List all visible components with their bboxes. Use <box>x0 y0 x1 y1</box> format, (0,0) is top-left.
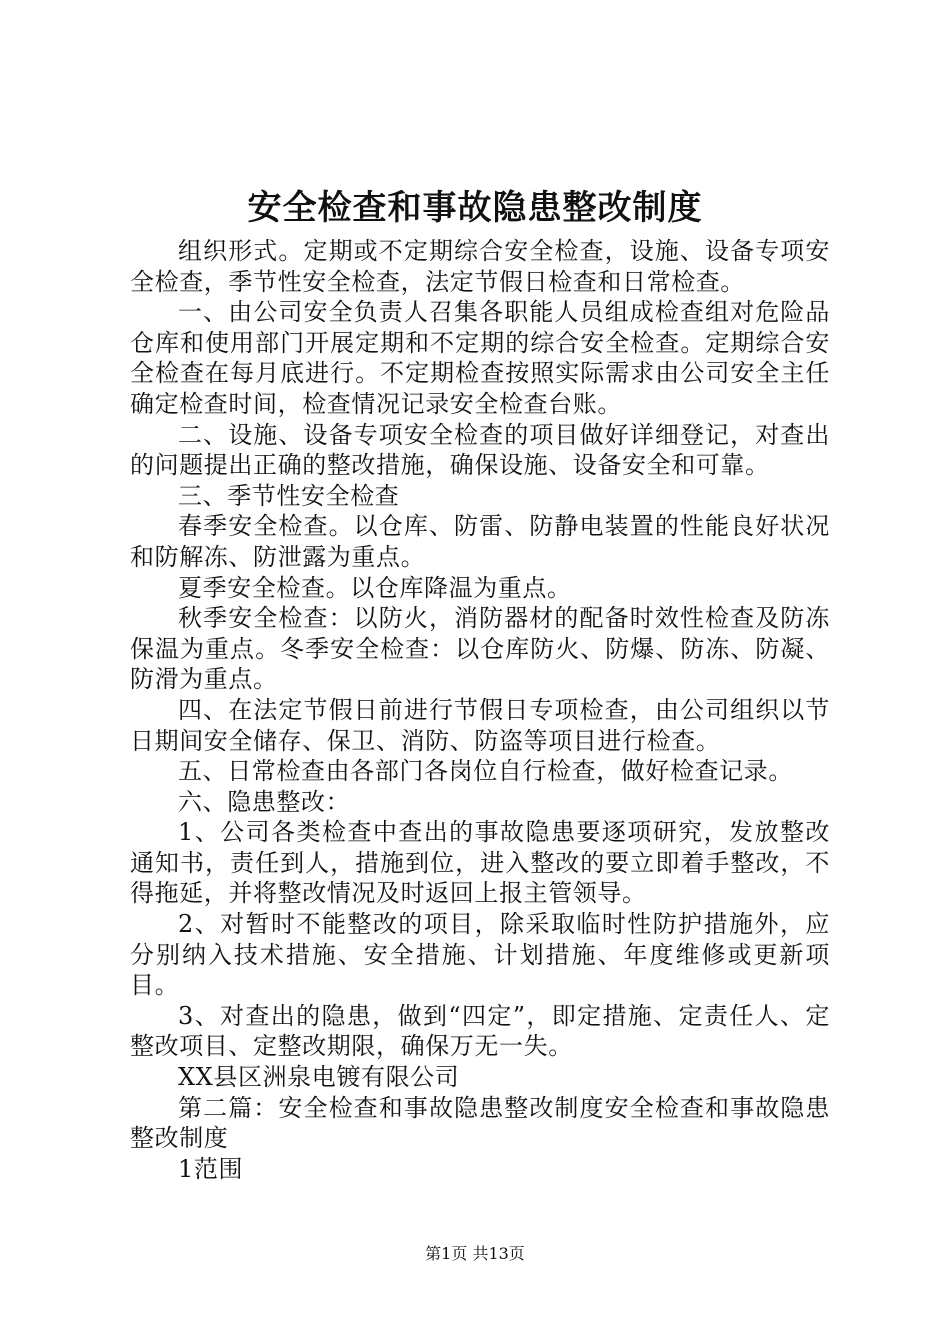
paragraph: 五、日常检查由各部门各岗位自行检查，做好检查记录。 <box>178 757 793 786</box>
paragraph: 夏季安全检查。以仓库降温为重点。 <box>178 573 572 602</box>
paragraph: 春季安全检查。以仓库、防雷、防静电装置的性能良好状况和防解冻、防泄露为重点。 <box>130 512 830 571</box>
paragraph: 2、对暂时不能整改的项目，除采取临时性防护措施外，应分别纳入技术措施、安全措施、计划措施、年度维修或更新项目。 <box>130 910 830 1000</box>
page-number: 第1页 共13页 <box>425 1244 525 1263</box>
paragraph: 3、对查出的隐患，做到“四定”，即定措施、定责任人、定整改项目、定整改期限，确保万无一失。 <box>130 1001 830 1061</box>
paragraph: 一、由公司安全负责人召集各职能人员组成检查组对危险品仓库和使用部门开展定期和不定期的综合安全检查。定期综合安全检查在每月底进行。不定期检查按照实际需求由公司安全主任确定检查时间，检查情况记录安全检查台账。 <box>130 298 830 418</box>
paragraph: 1、公司各类检查中查出的事故隐患要逐项研究，发放整改通知书，责任到人，措施到位，进入整改的要立即着手整改，不得拖延，并将整改情况及时返回上报主管领导。 <box>130 818 830 908</box>
paragraph: 四、在法定节假日前进行节假日专项检查，由公司组织以节日期间安全储存、保卫、消防、防盗等项目进行检查。 <box>130 695 830 755</box>
paragraph: 组织形式。定期或不定期综合安全检查，设施、设备专项安全检查，季节性安全检查，法定节假日检查和日常检查。 <box>130 237 830 296</box>
paragraph: 二、设施、设备专项安全检查的项目做好详细登记，对查出的问题提出正确的整改措施，确保设施、设备安全和可靠。 <box>130 420 830 480</box>
section-heading: 1范围 <box>178 1154 244 1183</box>
chapter-heading: 第二篇：安全检查和事故隐患整改制度安全检查和事故隐患整改制度 <box>130 1093 830 1153</box>
paragraph: 秋季安全检查：以防火，消防器材的配备时效性检查及防冻保温为重点。冬季安全检查：以仓库防火、防爆、防冻、防凝、防滑为重点。 <box>130 604 830 694</box>
document-title: 安全检查和事故隐患整改制度 <box>247 188 703 228</box>
company-name: XX县区洲泉电镀有限公司 <box>178 1063 460 1092</box>
section-heading: 三、季节性安全检查 <box>178 481 400 510</box>
document-body <box>130 236 830 1184</box>
section-heading: 六、隐患整改： <box>178 787 351 816</box>
